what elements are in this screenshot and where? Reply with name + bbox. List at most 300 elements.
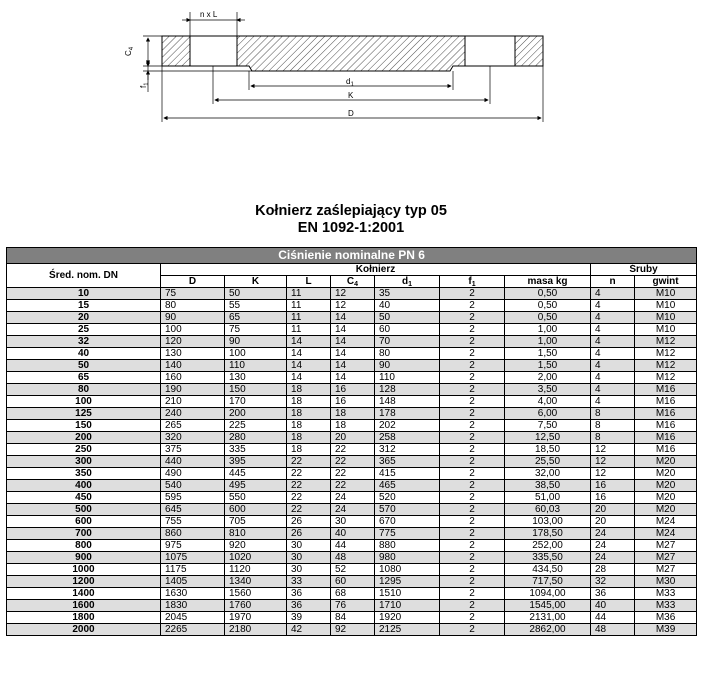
cell-d: 1830 (161, 600, 225, 612)
cell-mass: 1,00 (505, 336, 591, 348)
cell-thread: M20 (635, 468, 697, 480)
cell-dn: 900 (7, 552, 161, 564)
col-f1: $f_1$ (440, 276, 505, 288)
cell-dn: 600 (7, 516, 161, 528)
cell-d1: 1080 (375, 564, 440, 576)
standard-label: EN 1092-1:2001 (297, 220, 405, 236)
cell-d1: 202 (375, 420, 440, 432)
cell-f1: 2 (440, 324, 505, 336)
cell-thread: M24 (635, 528, 697, 540)
cell-thread: M20 (635, 456, 697, 468)
cell-thread: M16 (635, 384, 697, 396)
col-d: D (161, 276, 225, 288)
col-d1: $d_1$ (375, 276, 440, 288)
cell-k: 810 (225, 528, 287, 540)
cell-l: 14 (287, 372, 331, 384)
cell-dn: 25 (7, 324, 161, 336)
cell-k: 1120 (225, 564, 287, 576)
cell-dn: 150 (7, 420, 161, 432)
cell-n: 12 (591, 456, 635, 468)
bolts-header: Śruby (591, 264, 697, 276)
cell-thread: M10 (635, 288, 697, 300)
cell-c4: 40 (331, 528, 375, 540)
cell-d: 490 (161, 468, 225, 480)
cell-k: 1760 (225, 600, 287, 612)
table-row (7, 348, 697, 360)
cell-dn: 125 (7, 408, 161, 420)
cell-mass: 6,00 (505, 408, 591, 420)
cell-f1: 2 (440, 492, 505, 504)
flange-header: Kołnierz (161, 264, 591, 276)
cell-f1: 2 (440, 456, 505, 468)
cell-f1: 2 (440, 528, 505, 540)
cell-d1: 90 (375, 360, 440, 372)
cell-f1: 2 (440, 288, 505, 300)
cell-f1: 2 (440, 444, 505, 456)
cell-thread: M33 (635, 600, 697, 612)
cell-f1: 2 (440, 348, 505, 360)
col-n: n (591, 276, 635, 288)
table-body (7, 288, 697, 636)
cell-d1: 60 (375, 324, 440, 336)
cell-d1: 1295 (375, 576, 440, 588)
label-d1: $d_1$ (346, 77, 354, 88)
cell-mass: 434,50 (505, 564, 591, 576)
cell-d: 75 (161, 288, 225, 300)
cell-dn: 100 (7, 396, 161, 408)
cell-d1: 178 (375, 408, 440, 420)
cell-c4: 14 (331, 360, 375, 372)
cell-d1: 70 (375, 336, 440, 348)
cell-c4: 22 (331, 456, 375, 468)
cell-mass: 32,00 (505, 468, 591, 480)
cell-n: 48 (591, 624, 635, 636)
col-k: K (225, 276, 287, 288)
cell-d: 320 (161, 432, 225, 444)
cell-d1: 2125 (375, 624, 440, 636)
cell-k: 50 (225, 288, 287, 300)
cell-f1: 2 (440, 408, 505, 420)
cell-c4: 68 (331, 588, 375, 600)
cell-l: 36 (287, 588, 331, 600)
cell-d: 160 (161, 372, 225, 384)
cell-mass: 178,50 (505, 528, 591, 540)
cell-f1: 2 (440, 564, 505, 576)
cell-c4: 14 (331, 324, 375, 336)
cell-d: 2045 (161, 612, 225, 624)
cell-dn: 400 (7, 480, 161, 492)
cell-thread: M16 (635, 396, 697, 408)
cell-dn: 1800 (7, 612, 161, 624)
cell-mass: 1,50 (505, 348, 591, 360)
cell-l: 22 (287, 492, 331, 504)
cell-dn: 2000 (7, 624, 161, 636)
cell-thread: M12 (635, 336, 697, 348)
cell-n: 44 (591, 612, 635, 624)
label-f1: $f_1$ (139, 82, 150, 88)
cell-d: 140 (161, 360, 225, 372)
table-row (7, 432, 697, 444)
cell-k: 170 (225, 396, 287, 408)
cell-f1: 2 (440, 600, 505, 612)
cell-mass: 103,00 (505, 516, 591, 528)
cell-l: 26 (287, 516, 331, 528)
cell-d1: 670 (375, 516, 440, 528)
cell-dn: 350 (7, 468, 161, 480)
cell-f1: 2 (440, 552, 505, 564)
cell-d: 80 (161, 300, 225, 312)
cell-dn: 200 (7, 432, 161, 444)
cell-mass: 2,00 (505, 372, 591, 384)
cell-f1: 2 (440, 468, 505, 480)
cell-mass: 717,50 (505, 576, 591, 588)
cell-dn: 65 (7, 372, 161, 384)
cell-f1: 2 (440, 300, 505, 312)
col-thread: gwint (635, 276, 697, 288)
cell-n: 4 (591, 372, 635, 384)
cell-n: 4 (591, 324, 635, 336)
table-row (7, 444, 697, 456)
cell-d: 120 (161, 336, 225, 348)
cell-k: 920 (225, 540, 287, 552)
col-c4: $C_4$ (331, 276, 375, 288)
cell-n: 4 (591, 396, 635, 408)
cell-k: 90 (225, 336, 287, 348)
cell-mass: 1,50 (505, 360, 591, 372)
cell-c4: 20 (331, 432, 375, 444)
cell-c4: 18 (331, 408, 375, 420)
flange-table (6, 247, 697, 636)
cell-thread: M12 (635, 348, 697, 360)
cell-thread: M16 (635, 432, 697, 444)
cell-f1: 2 (440, 612, 505, 624)
table-row (7, 516, 697, 528)
table-row (7, 456, 697, 468)
label-d: D (348, 109, 354, 118)
cell-c4: 22 (331, 444, 375, 456)
cell-l: 11 (287, 288, 331, 300)
table-row (7, 624, 697, 636)
cell-f1: 2 (440, 504, 505, 516)
cell-mass: 12,50 (505, 432, 591, 444)
cell-n: 8 (591, 420, 635, 432)
cell-n: 28 (591, 564, 635, 576)
cell-d: 2265 (161, 624, 225, 636)
cell-thread: M12 (635, 360, 697, 372)
cell-l: 18 (287, 420, 331, 432)
cell-d: 1075 (161, 552, 225, 564)
cell-n: 24 (591, 552, 635, 564)
cell-d1: 148 (375, 396, 440, 408)
cell-d: 975 (161, 540, 225, 552)
cell-l: 30 (287, 540, 331, 552)
table-row (7, 612, 697, 624)
cell-c4: 14 (331, 336, 375, 348)
cell-mass: 1,00 (505, 324, 591, 336)
cell-k: 1970 (225, 612, 287, 624)
cell-d1: 415 (375, 468, 440, 480)
cell-c4: 84 (331, 612, 375, 624)
cell-d: 645 (161, 504, 225, 516)
cell-d: 240 (161, 408, 225, 420)
cell-mass: 335,50 (505, 552, 591, 564)
cell-n: 4 (591, 312, 635, 324)
cell-c4: 12 (331, 300, 375, 312)
cell-k: 55 (225, 300, 287, 312)
cell-dn: 20 (7, 312, 161, 324)
cell-l: 39 (287, 612, 331, 624)
cell-k: 705 (225, 516, 287, 528)
cell-l: 22 (287, 468, 331, 480)
table-row (7, 396, 697, 408)
cell-thread: M20 (635, 492, 697, 504)
cell-n: 20 (591, 516, 635, 528)
flange-drawing (0, 0, 702, 190)
cell-d: 595 (161, 492, 225, 504)
cell-f1: 2 (440, 480, 505, 492)
cell-l: 14 (287, 348, 331, 360)
cell-thread: M10 (635, 312, 697, 324)
cell-c4: 76 (331, 600, 375, 612)
cell-thread: M16 (635, 408, 697, 420)
cell-k: 395 (225, 456, 287, 468)
cell-dn: 1200 (7, 576, 161, 588)
table-row (7, 600, 697, 612)
cell-f1: 2 (440, 420, 505, 432)
cell-d: 90 (161, 312, 225, 324)
cell-mass: 3,50 (505, 384, 591, 396)
cell-l: 42 (287, 624, 331, 636)
cell-l: 18 (287, 444, 331, 456)
cell-n: 12 (591, 468, 635, 480)
cell-d1: 1710 (375, 600, 440, 612)
cell-thread: M16 (635, 444, 697, 456)
cell-k: 280 (225, 432, 287, 444)
table-row (7, 420, 697, 432)
cell-c4: 14 (331, 312, 375, 324)
cell-thread: M27 (635, 564, 697, 576)
cell-d1: 365 (375, 456, 440, 468)
cell-n: 20 (591, 504, 635, 516)
table-row (7, 564, 697, 576)
cell-dn: 700 (7, 528, 161, 540)
table-row (7, 468, 697, 480)
cell-c4: 12 (331, 288, 375, 300)
cell-k: 75 (225, 324, 287, 336)
cell-mass: 18,50 (505, 444, 591, 456)
cell-dn: 15 (7, 300, 161, 312)
cell-f1: 2 (440, 432, 505, 444)
cell-l: 22 (287, 480, 331, 492)
cell-f1: 2 (440, 336, 505, 348)
cell-mass: 51,00 (505, 492, 591, 504)
table-row (7, 336, 697, 348)
cell-dn: 32 (7, 336, 161, 348)
cell-mass: 60,03 (505, 504, 591, 516)
cell-mass: 2862,00 (505, 624, 591, 636)
cell-dn: 10 (7, 288, 161, 300)
cell-d: 375 (161, 444, 225, 456)
cell-c4: 14 (331, 372, 375, 384)
cell-d: 860 (161, 528, 225, 540)
cell-mass: 0,50 (505, 312, 591, 324)
cell-l: 18 (287, 396, 331, 408)
cell-d: 265 (161, 420, 225, 432)
cell-mass: 252,00 (505, 540, 591, 552)
cell-k: 1340 (225, 576, 287, 588)
cell-mass: 0,50 (505, 288, 591, 300)
cell-d1: 258 (375, 432, 440, 444)
cell-f1: 2 (440, 588, 505, 600)
cell-c4: 16 (331, 396, 375, 408)
table-row (7, 576, 697, 588)
cell-n: 4 (591, 288, 635, 300)
cell-thread: M16 (635, 420, 697, 432)
col-mass: masa kg (505, 276, 591, 288)
cell-n: 4 (591, 348, 635, 360)
cell-n: 16 (591, 480, 635, 492)
cell-d: 100 (161, 324, 225, 336)
cell-d1: 465 (375, 480, 440, 492)
cell-n: 4 (591, 384, 635, 396)
cell-mass: 2131,00 (505, 612, 591, 624)
cell-mass: 38,50 (505, 480, 591, 492)
cell-dn: 1000 (7, 564, 161, 576)
cell-dn: 300 (7, 456, 161, 468)
cell-c4: 60 (331, 576, 375, 588)
cell-l: 18 (287, 408, 331, 420)
cell-n: 16 (591, 492, 635, 504)
cell-c4: 24 (331, 492, 375, 504)
cell-thread: M10 (635, 300, 697, 312)
cell-mass: 7,50 (505, 420, 591, 432)
cell-c4: 14 (331, 348, 375, 360)
cell-k: 130 (225, 372, 287, 384)
cell-l: 22 (287, 504, 331, 516)
cell-k: 335 (225, 444, 287, 456)
cell-l: 11 (287, 300, 331, 312)
cell-d: 1630 (161, 588, 225, 600)
cell-thread: M10 (635, 324, 697, 336)
cell-mass: 1545,00 (505, 600, 591, 612)
cell-d1: 520 (375, 492, 440, 504)
pressure-header: Ciśnienie nominalne PN 6 (7, 248, 697, 264)
cell-c4: 92 (331, 624, 375, 636)
cell-c4: 22 (331, 480, 375, 492)
cell-thread: M24 (635, 516, 697, 528)
cell-d1: 980 (375, 552, 440, 564)
cell-f1: 2 (440, 396, 505, 408)
cell-dn: 40 (7, 348, 161, 360)
table-row (7, 384, 697, 396)
cell-n: 4 (591, 300, 635, 312)
cell-thread: M30 (635, 576, 697, 588)
cell-thread: M12 (635, 372, 697, 384)
cell-c4: 16 (331, 384, 375, 396)
page-title: Kołnierz zaślepiający typ 05 (255, 203, 447, 219)
table-row (7, 408, 697, 420)
cell-n: 12 (591, 444, 635, 456)
cell-d1: 312 (375, 444, 440, 456)
cell-d: 1405 (161, 576, 225, 588)
cell-c4: 52 (331, 564, 375, 576)
col-l: L (287, 276, 331, 288)
cell-l: 14 (287, 336, 331, 348)
cell-d1: 40 (375, 300, 440, 312)
cell-f1: 2 (440, 372, 505, 384)
cell-dn: 450 (7, 492, 161, 504)
cell-d1: 880 (375, 540, 440, 552)
table-row (7, 300, 697, 312)
cell-k: 110 (225, 360, 287, 372)
flange-section (162, 36, 543, 71)
cell-d: 755 (161, 516, 225, 528)
table-row (7, 552, 697, 564)
cell-k: 65 (225, 312, 287, 324)
cell-n: 4 (591, 360, 635, 372)
table-row (7, 360, 697, 372)
cell-c4: 30 (331, 516, 375, 528)
cell-k: 445 (225, 468, 287, 480)
cell-k: 600 (225, 504, 287, 516)
dn-header: Śred. nom. DN (7, 264, 161, 288)
cell-f1: 2 (440, 360, 505, 372)
cell-d: 190 (161, 384, 225, 396)
cell-f1: 2 (440, 540, 505, 552)
cell-mass: 0,50 (505, 300, 591, 312)
cell-l: 11 (287, 324, 331, 336)
cell-mass: 4,00 (505, 396, 591, 408)
cell-c4: 44 (331, 540, 375, 552)
cell-n: 24 (591, 528, 635, 540)
cell-dn: 80 (7, 384, 161, 396)
table-row (7, 372, 697, 384)
cell-n: 32 (591, 576, 635, 588)
cell-d1: 1510 (375, 588, 440, 600)
label-c4: $C_4$ (124, 46, 135, 56)
cell-thread: M20 (635, 504, 697, 516)
cell-l: 11 (287, 312, 331, 324)
cell-d1: 110 (375, 372, 440, 384)
cell-c4: 48 (331, 552, 375, 564)
cell-thread: M39 (635, 624, 697, 636)
cell-n: 8 (591, 432, 635, 444)
cell-k: 200 (225, 408, 287, 420)
table-row (7, 492, 697, 504)
cell-thread: M36 (635, 612, 697, 624)
cell-k: 100 (225, 348, 287, 360)
cell-l: 14 (287, 360, 331, 372)
cell-k: 495 (225, 480, 287, 492)
table-row (7, 324, 697, 336)
cell-l: 30 (287, 552, 331, 564)
cell-l: 26 (287, 528, 331, 540)
cell-n: 4 (591, 336, 635, 348)
cell-f1: 2 (440, 312, 505, 324)
cell-c4: 18 (331, 420, 375, 432)
cell-n: 8 (591, 408, 635, 420)
table-row (7, 540, 697, 552)
cell-d1: 80 (375, 348, 440, 360)
table-row (7, 288, 697, 300)
cell-n: 40 (591, 600, 635, 612)
cell-d: 540 (161, 480, 225, 492)
table-row (7, 528, 697, 540)
cell-c4: 24 (331, 504, 375, 516)
cell-thread: M20 (635, 480, 697, 492)
cell-f1: 2 (440, 516, 505, 528)
cell-d: 1175 (161, 564, 225, 576)
